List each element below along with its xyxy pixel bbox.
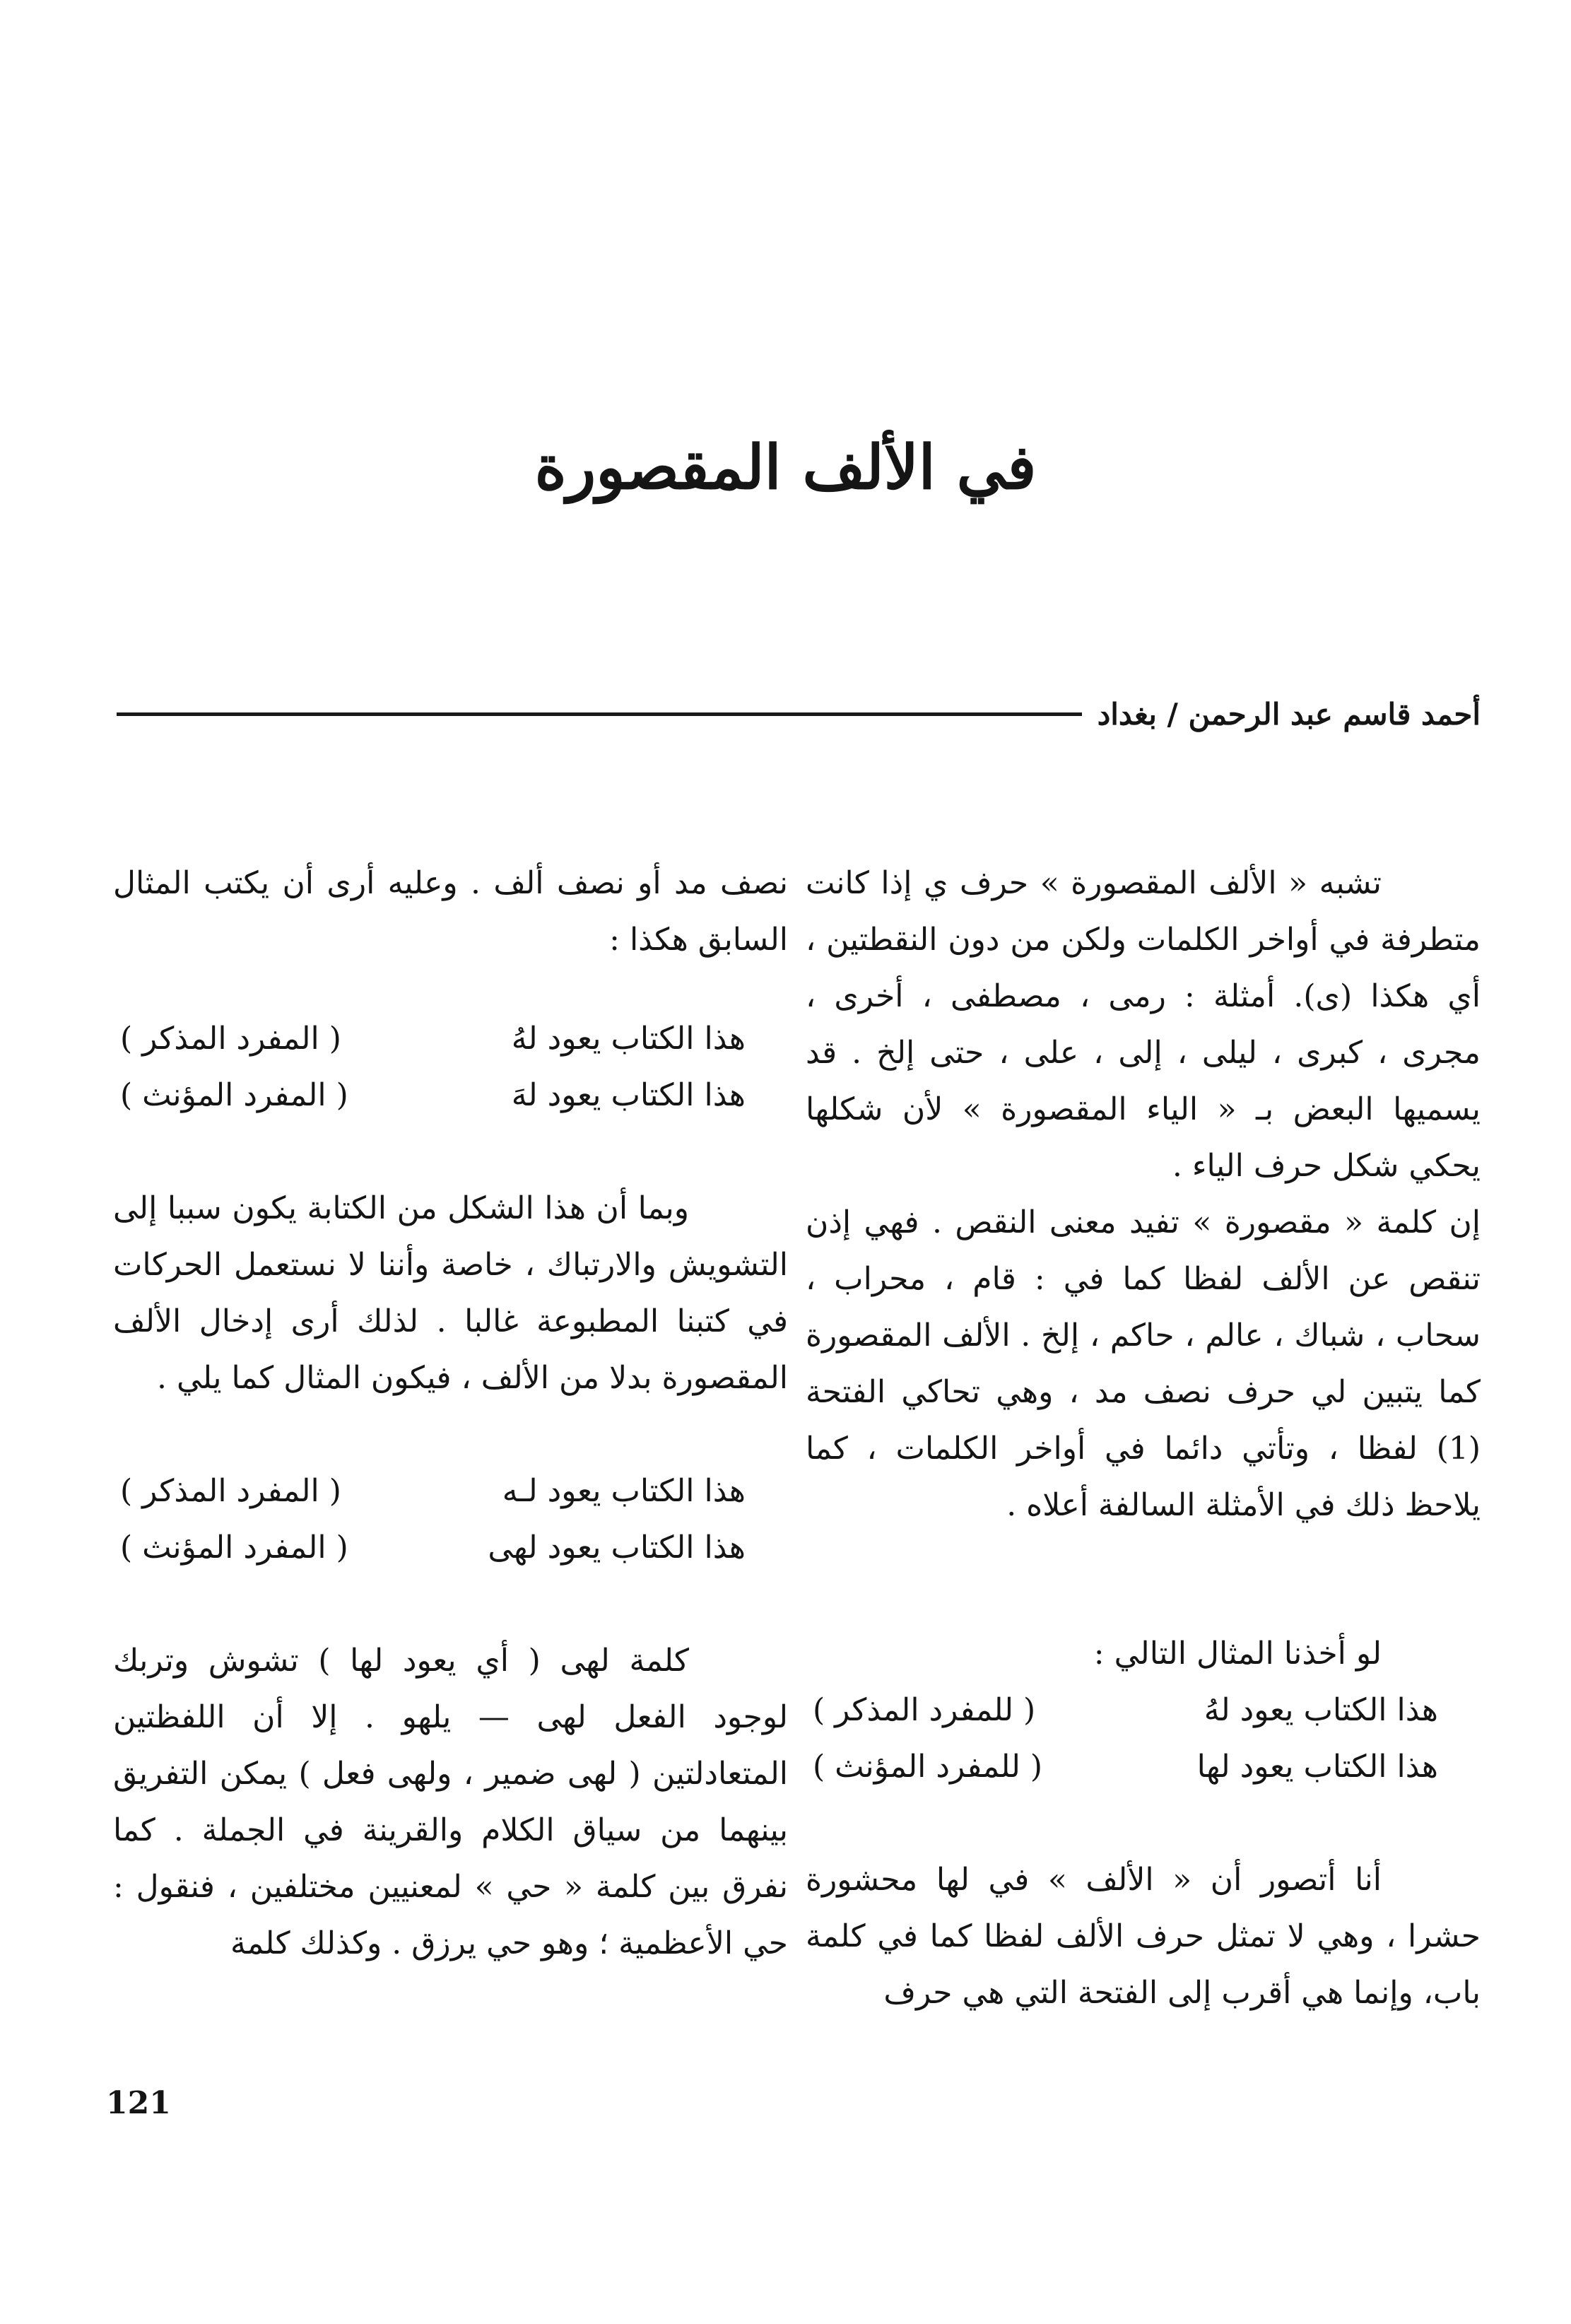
example-sentence: هذا الكتاب يعود لـه <box>502 1473 746 1509</box>
paragraph: أنا أتصور أن « الألف » في لها محشورة حشرا ، وهي لا تمثل حرف الألف لفظا كما في كلمة باب، وإنما هي أقرب إلى الفتحة التي هي حرف <box>806 1862 1481 2011</box>
page-title: في الألف المقصورة <box>534 432 1037 503</box>
example-list <box>113 1011 788 1124</box>
example-row <box>806 1682 1481 1739</box>
example-row <box>113 1067 788 1124</box>
spacer <box>113 1407 788 1463</box>
example-list <box>806 1682 1481 1795</box>
example-sentence: هذا الكتاب يعود لهى <box>488 1530 746 1566</box>
page-number: 121 <box>106 2085 171 2121</box>
paragraph: لو أخذنا المثال التالي : <box>1093 1636 1382 1672</box>
example-note: ( المفرد المؤنث ) <box>120 1530 348 1566</box>
example-list <box>113 1463 788 1576</box>
paragraph: تشبه « الألف المقصورة » حرف ي إذا كانت متطرفة في أواخر الكلمات ولكن من دون النقطتين ، أي هكذا (ى). أمثلة : رمى ، مصطفى ، أخرى ، مجرى ، كبرى ، ليلى ، إلى ، على ، حتى إلخ . قد يسميها البعض بـ « الياء المقصورة » لأن شكلها يحكي شكل حرف الياء . <box>806 865 1481 1184</box>
example-row <box>113 1520 788 1576</box>
example-sentence: هذا الكتاب يعود لها <box>1196 1749 1438 1785</box>
example-sentence: هذا الكتاب يعود لهَ <box>511 1077 746 1113</box>
example-row <box>113 1463 788 1520</box>
spacer <box>113 1124 788 1180</box>
example-note: ( للمفرد المؤنث ) <box>813 1749 1043 1785</box>
right-column <box>806 855 1481 2021</box>
paragraph: وبما أن هذا الشكل من الكتابة يكون سببا إلى التشويش والارتباك ، خاصة وأننا لا نستعمل الحركات في كتبنا المطبوعة غالبا . لذلك أرى إدخال الألف المقصورة بدلا من الألف ، فيكون المثال كما يلي . <box>113 1190 788 1396</box>
example-note: ( للمفرد المذكر ) <box>813 1692 1036 1728</box>
example-note: ( المفرد المؤنث ) <box>120 1077 348 1113</box>
spacer <box>806 1795 1481 1852</box>
example-sentence: هذا الكتاب يعود لهُ <box>1204 1692 1438 1728</box>
example-sentence: هذا الكتاب يعود لهُ <box>511 1021 746 1057</box>
example-row <box>806 1739 1481 1795</box>
title-rule <box>117 712 1082 716</box>
spacer <box>113 968 788 1011</box>
example-row <box>113 1011 788 1067</box>
paragraph: إن كلمة « مقصورة » تفيد معنى النقص . فهي إذن تنقص عن الألف لفظا كما في : قام ، محراب ، سحاب ، شباك ، عالم ، حاكم ، إلخ . الألف المقصورة كما يتبين لي حرف نصف مد ، وهي تحاكي الفتحة (1) لفظا ، وتأتي دائما في أواخر الكلمات ، كما يلاحظ ذلك في الأمثلة السالفة أعلاه . <box>806 1204 1481 1523</box>
byline-row <box>117 689 1481 739</box>
paragraph: كلمة لهى ( أي يعود لها ) تشوش وتربك لوجود الفعل لهى — يلهو . إلا أن اللفظتين المتعادلتين ( لهى ضمير ، ولهى فعل ) يمكن التفريق بينهما من سياق الكلام والقرينة في الجملة . كما نفرق بين كلمة « حي » لمعنيين مختلفين ، فنقول : حي الأعظمية ؛ وهو حي يرزق . وكذلك كلمة <box>113 1643 788 1961</box>
spacer <box>113 1576 788 1633</box>
example-note: ( المفرد المذكر ) <box>120 1473 341 1509</box>
paragraph: نصف مد أو نصف ألف . وعليه أرى أن يكتب المثال السابق هكذا : <box>113 865 788 958</box>
author-byline: أحمد قاسم عبد الرحمن / بغداد <box>1097 696 1481 732</box>
spacer <box>806 1534 1481 1626</box>
example-note: ( المفرد المذكر ) <box>120 1021 341 1057</box>
left-column <box>113 855 788 1972</box>
